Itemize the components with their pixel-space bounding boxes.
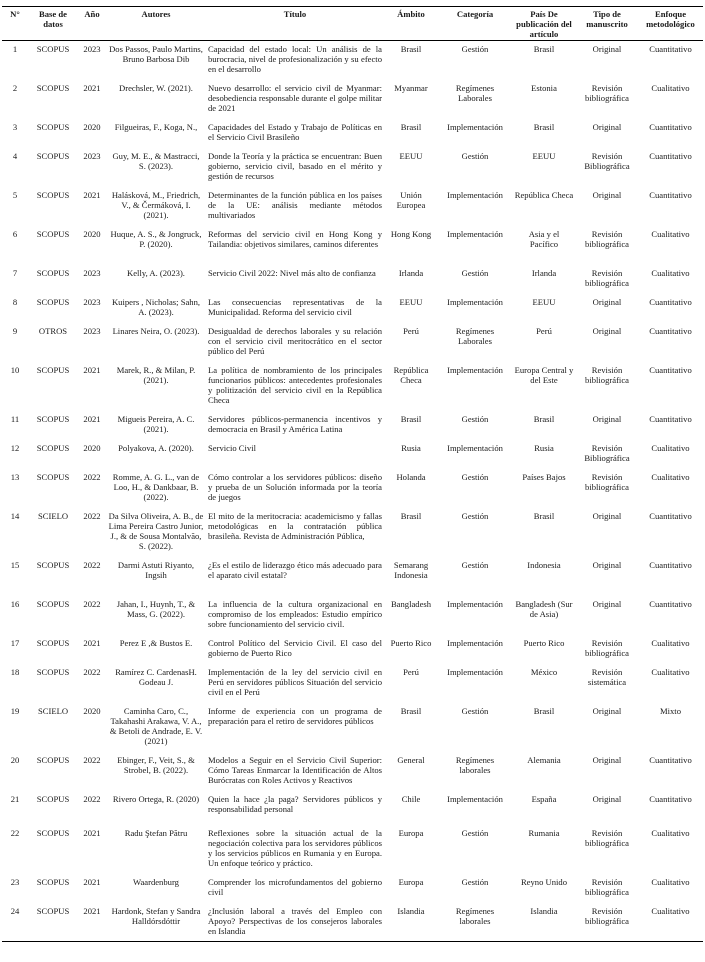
row-country: Islandia [530,905,558,916]
header-database: Base de datos [39,9,67,29]
row-title: Informe de experiencia con un programa de preparación para el retiro de servidores públicos [208,705,382,726]
row-database: SCOPUS [36,666,70,677]
row-manuscript-type: Original [592,510,622,521]
row-manuscript-type: Revisión bibliográfica [585,876,629,897]
row-number: 12 [10,442,20,453]
row-category: Implementación [447,121,503,132]
table-row [2,664,703,703]
row-approach: Cuantitativo [649,510,692,521]
row-approach: Cuantitativo [649,364,692,375]
row-year: 2022 [83,666,101,677]
row-authors: Romme, A. G. L., van de Loo, H., & Dankbaar, B. (2022). [112,471,200,502]
row-authors: Darmi Astuti Riyanto, Ingsih [117,559,195,580]
row-year: 2021 [83,876,101,887]
row-manuscript-type: Revisión bibliográfica [585,267,629,288]
row-database: SCOPUS [36,150,70,161]
header-category: Categoría [456,9,494,19]
row-approach: Mixto [659,705,681,716]
row-scope: Holanda [396,471,426,482]
row-number: 17 [10,637,20,648]
row-manuscript-type: Revisión bibliográfica [585,905,629,926]
row-manuscript-type: Revisión sistemática [587,666,627,687]
row-number: 19 [10,705,20,716]
row-year: 2023 [83,325,101,336]
row-authors: Ebinger, F., Veit, S., & Strobel, B. (2022). [117,754,195,775]
row-approach: Cuantitativo [649,150,692,161]
row-year: 2021 [83,827,101,838]
row-manuscript-type: Original [592,121,622,132]
row-approach: Cualitativo [651,471,690,482]
row-approach: Cuantitativo [649,325,692,336]
row-category: Implementación [447,793,503,804]
row-country: Brasil [533,44,555,54]
row-title: Capacidades del Estado y Trabajo de Políticas en el Servicio Civil Brasileño [208,121,382,142]
row-number: 20 [10,754,20,765]
row-number: 4 [12,150,18,161]
row-category: Regímenes Laborales [455,82,495,103]
row-year: 2020 [83,442,101,453]
row-authors: Filgueiras, F., Koga, N., [114,121,198,132]
row-scope: Rusia [401,442,421,453]
row-year: 2021 [83,189,101,200]
row-title: La influencia de la cultura organizacional en compromiso de los empleados: Estudio empírico sobre funcionamiento del servicio civil. [208,598,382,629]
row-category: Implementación [447,364,503,375]
row-year: 2023 [83,150,101,161]
row-country: EEUU [532,150,556,161]
row-authors: Kelly, A. (2023). [127,267,185,278]
row-manuscript-type: Original [592,754,622,765]
row-country: Asia y el Pacífico [528,228,560,249]
row-manuscript-type: Original [592,44,622,54]
row-title: Control Político del Servicio Civil. El caso del gobierno de Puerto Rico [208,637,382,658]
header-title: Título [283,9,307,19]
table-row [2,469,703,508]
row-country: Puerto Rico [523,637,565,648]
row-database: SCOPUS [36,793,70,804]
row-year: 2022 [83,559,101,570]
row-category: Implementación [447,666,503,677]
row-approach: Cualitativo [651,827,690,838]
row-country: México [530,666,558,677]
row-approach: Cuantitativo [649,121,692,132]
row-approach: Cualitativo [651,228,690,239]
row-year: 2023 [83,44,101,54]
header-authors: Autores [141,9,171,19]
row-manuscript-type: Original [592,413,622,424]
row-approach: Cualitativo [651,876,690,887]
row-number: 6 [12,228,18,239]
row-number: 22 [10,827,20,838]
row-approach: Cuantitativo [649,754,692,765]
row-authors: Hardonk, Stefan y Sandra Halldórsdóttir [111,905,201,926]
table-body [2,41,703,942]
row-manuscript-type: Original [592,793,622,804]
header-manuscript-type: Tipo de manuscrito [586,9,628,29]
row-number: 11 [10,413,20,424]
table-row [2,903,703,942]
articles-table [2,6,703,942]
row-scope: Chile [401,793,421,804]
row-scope: Unión Europea [396,189,426,210]
row-number: 1 [12,44,18,54]
table-row [2,440,703,469]
row-scope: General [397,754,425,765]
row-country: Europa Central y del Este [514,364,574,385]
row-authors: Huque, A. S., & Jongruck, P. (2020). [110,228,202,249]
row-title: ¿Inclusión laboral a través del Empleo con Apoyo? Perspectivas de los consejeros laborales en Islandia [208,905,382,936]
row-title: Implementación de la ley del servicio civil en Perú en servidores públicos Situación del servicio civil en el Perú [208,666,382,697]
header-row [2,7,703,41]
row-authors: Radu Ştefan Pătru [124,827,188,838]
row-country: Alemania [527,754,561,765]
row-authors: Jahan, I., Huynh, T., & Mass, G. (2022). [116,598,196,619]
row-manuscript-type: Original [592,598,622,609]
table-row [2,362,703,411]
row-authors: Linares Neira, O. (2023). [112,325,200,336]
row-number: 24 [10,905,20,916]
row-title: ¿Es el estilo de liderazgo ético más adecuado para el aparato civil estatal? [208,559,382,580]
row-category: Implementación [447,637,503,648]
table-row [2,411,703,440]
row-scope: República Checa [393,364,429,385]
row-database: SCIELO [37,510,69,521]
table-row [2,187,703,226]
row-title: Modelos a Seguir en el Servicio Civil Superior: Cómo Tareas Enmarcar la Identificación de Altos Burócratas con Roles Activos y Reactivos [208,754,382,785]
row-authors: Waardenburg [133,876,179,887]
row-title: La política de nombramiento de los principales funcionarios públicos: antecedentes profesionales y politización del servicio civil en la República Checa [208,364,382,405]
table-row [2,825,703,874]
row-year: 2022 [83,793,101,804]
row-country: Irlanda [531,267,557,278]
header-number: N° [10,9,20,19]
row-country: EEUU [532,296,556,307]
row-country: Reyno Unido [520,876,568,887]
header-country: País De publicación del artículo [516,9,572,39]
row-scope: Perú [403,666,419,677]
row-number: 13 [10,471,20,482]
row-year: 2021 [83,905,101,916]
row-number: 18 [10,666,20,677]
row-number: 2 [12,82,18,93]
row-database: SCOPUS [36,364,70,375]
row-category: Regímenes Laborales [455,325,495,346]
table-row [2,226,703,265]
row-category: Gestión [461,705,489,716]
row-database: SCOPUS [36,267,70,278]
header-year: Año [84,9,100,19]
row-database: SCOPUS [36,827,70,838]
row-country: Perú [536,325,552,336]
row-number: 3 [12,121,18,132]
row-title: Capacidad del estado local: Un análisis de la burocracia, nivel de profesionalización y su efecto en el desarrollo [208,44,382,74]
row-approach: Cuantitativo [649,296,692,307]
row-approach: Cualitativo [651,905,690,916]
row-year: 2022 [83,471,101,482]
table-row [2,703,703,752]
row-title: Servicio Civil 2022: Nivel más alto de confianza [208,267,376,278]
row-approach: Cuantitativo [649,44,692,54]
row-manuscript-type: Revisión Bibliográfica [584,150,630,171]
row-country: Brasil [533,705,555,716]
row-country: Brasil [533,510,555,521]
row-title: Reformas del servicio civil en Hong Kong y Tailandia: objetivos similares, caminos diferentes [208,228,382,249]
row-scope: Puerto Rico [390,637,432,648]
row-scope: EEUU [399,150,423,161]
table-row [2,874,703,903]
row-manuscript-type: Original [592,705,622,716]
row-category: Gestión [461,559,489,570]
row-authors: Polyakova, A. (2020). [118,442,194,453]
row-database: SCOPUS [36,442,70,453]
row-title: Cómo controlar a los servidores públicos: diseño y prueba de un Solución informada por la teoría de juegos [208,471,382,502]
row-database: SCOPUS [36,228,70,239]
row-country: República Checa [514,189,574,200]
row-database: SCOPUS [36,82,70,93]
header-scope: Ámbito [397,9,425,19]
row-category: Implementación [447,442,503,453]
row-approach: Cualitativo [651,637,690,648]
row-number: 7 [12,267,18,278]
row-year: 2022 [83,754,101,765]
row-scope: Bangladesh [390,598,432,609]
row-year: 2020 [83,705,101,716]
row-database: SCOPUS [36,876,70,887]
row-category: Gestión [461,471,489,482]
row-scope: Islandia [397,905,425,916]
table-row [2,265,703,294]
table-row [2,148,703,187]
row-country: España [531,793,557,804]
row-authors: Dos Passos, Paulo Martins, Bruno Barbosa Dib [109,44,203,64]
row-manuscript-type: Original [592,189,622,200]
row-country: Bangladesh (Sur de Asia) [515,598,573,619]
row-manuscript-type: Revisión bibliográfica [585,471,629,492]
row-category: Gestión [461,413,489,424]
row-year: 2020 [83,228,101,239]
row-authors: Perez E ,& Bustos E. [119,637,193,648]
row-country: Países Bajos [522,471,566,482]
row-authors: Da Silva Oliveira, A. B., de Lima Pereira Castro Junior, J., & de Sousa Montalvão, S. (2022). [108,510,204,551]
row-database: OTROS [38,325,68,336]
row-database: SCOPUS [36,754,70,765]
row-scope: Brasil [400,413,422,424]
row-number: 21 [10,793,20,804]
row-category: Gestión [461,267,489,278]
table-row [2,508,703,557]
row-number: 16 [10,598,20,609]
row-scope: Myanmar [394,82,428,93]
row-number: 8 [12,296,18,307]
row-scope: Europa [398,876,424,887]
row-approach: Cualitativo [651,666,690,677]
row-number: 14 [10,510,20,521]
row-approach: Cuantitativo [649,598,692,609]
row-database: SCOPUS [36,296,70,307]
row-database: SCOPUS [36,413,70,424]
row-title: Servidores públicos-permanencia incentivos y democracia en Brasil y América Latina [208,413,382,434]
row-authors: Rivero Ortega, R. (2020) [112,793,200,804]
row-database: SCIELO [37,705,69,716]
table-row [2,557,703,596]
row-manuscript-type: Revisión Bibliográfica [584,442,630,463]
row-category: Implementación [447,296,503,307]
row-country: Brasil [533,413,555,424]
row-year: 2022 [83,598,101,609]
row-manuscript-type: Original [592,559,622,570]
row-number: 15 [10,559,20,570]
row-scope: EEUU [399,296,423,307]
row-database: SCOPUS [36,189,70,200]
row-title: Quien la hace ¿la paga? Servidores públicos y responsabilidad personal [208,793,382,814]
row-scope: Europa [398,827,424,838]
row-scope: Irlanda [398,267,424,278]
row-year: 2021 [83,637,101,648]
table-row [2,791,703,825]
row-manuscript-type: Original [592,325,622,336]
row-authors: Marek, R., & Milan, P. (2021). [116,364,196,385]
row-category: Gestión [461,44,489,54]
row-manuscript-type: Revisión bibliográfica [585,228,629,249]
row-approach: Cuantitativo [649,559,692,570]
row-database: SCOPUS [36,44,70,54]
table-row [2,596,703,635]
row-number: 5 [12,189,18,200]
row-manuscript-type: Revisión bibliográfica [585,82,629,103]
row-approach: Cualitativo [651,82,690,93]
row-title: Las consecuencias representativas de la Municipalidad. Reforma del servicio civil [208,296,382,317]
row-database: SCOPUS [36,598,70,609]
row-manuscript-type: Original [592,296,622,307]
row-database: SCOPUS [36,121,70,132]
row-approach: Cuantitativo [649,793,692,804]
row-number: 9 [12,325,18,336]
row-database: SCOPUS [36,637,70,648]
row-authors: Halásková, M., Friedrich, V., & Čermáková, I. (2021). [111,189,201,220]
row-country: Rumania [528,827,560,838]
row-scope: Brasil [400,705,422,716]
row-number: 23 [10,876,20,887]
row-category: Gestión [461,827,489,838]
row-year: 2023 [83,267,101,278]
row-year: 2021 [83,364,101,375]
row-year: 2021 [83,413,101,424]
row-country: Indonesia [527,559,561,570]
row-title: El mito de la meritocracia: academicismo y fallas metodológicas en la contratación pública brasileña. Revista de Administración Pública, [208,510,382,541]
header-approach: Enfoque metodológico [646,9,695,29]
row-scope: Brasil [400,510,422,521]
table-row [2,119,703,148]
row-authors: Migueis Pereira, A. C. (2021). [117,413,195,434]
row-manuscript-type: Revisión bibliográfica [585,637,629,658]
table-row [2,294,703,323]
row-scope: Brasil [400,121,422,132]
row-title: Desigualdad de derechos laborales y su relación con el servicio civil meritocrático en el sector público del Perú [208,325,382,356]
table-row [2,752,703,791]
row-scope: Semarang Indonesia [393,559,429,580]
row-country: Rusia [534,442,554,453]
row-manuscript-type: Revisión bibliográfica [585,827,629,848]
row-authors: Kuipers , Nicholas; Sahn, A. (2023). [111,296,201,317]
row-title: Comprender los microfundamentos del gobierno civil [208,876,382,897]
row-authors: Drechsler, W. (2021). [119,82,193,93]
row-title: Nuevo desarrollo: el servicio civil de Myanmar: desobediencia responsable durante el golpe militar de 2021 [208,82,382,113]
table-row [2,41,703,80]
row-title: Donde la Teoría y la práctica se encuentran: Buen gobierno, servicio civil, basado en el mérito y gestión de recursos [208,150,382,181]
row-scope: Hong Kong [390,228,432,239]
row-country: Estonia [531,82,557,93]
row-manuscript-type: Revisión bibliográfica [585,364,629,385]
row-approach: Cuantitativo [649,189,692,200]
row-database: SCOPUS [36,905,70,916]
row-category: Gestión [461,150,489,161]
row-title: Servicio Civil [208,442,256,453]
row-database: SCOPUS [36,471,70,482]
row-year: 2022 [83,510,101,521]
row-category: Implementación [447,598,503,609]
row-scope: Perú [403,325,419,336]
row-approach: Cualitativo [651,267,690,278]
row-category: Implementación [447,189,503,200]
table-row [2,80,703,119]
row-category: Implementación [447,228,503,239]
row-year: 2021 [83,82,101,93]
row-category: Gestión [461,876,489,887]
row-category: Regímenes laborales [455,754,495,775]
row-scope: Brasil [400,44,422,54]
row-authors: Ramírez C. CardenasH. Godeau J. [115,666,197,687]
row-title: Determinantes de la función pública en los países de la UE: análisis mediante métodos multivariados [208,189,382,220]
table-row [2,635,703,664]
row-authors: Caminha Caro, C., Takahashi Arakawa, V. A., & Betoli de Andrade, E. V. (2021) [109,705,203,746]
table-row [2,323,703,362]
row-year: 2020 [83,121,101,132]
row-approach: Cualitativo [651,442,690,453]
row-number: 10 [10,364,20,375]
row-approach: Cuantitativo [649,413,692,424]
row-authors: Guy, M. E., & Mastracci, S. (2023). [112,150,200,171]
row-title: Reflexiones sobre la situación actual de la negociación colectiva para los servidores públicos y los servicios públicos en Rumania y en Europa. Un enfoque teórico y práctico. [208,827,382,868]
row-year: 2023 [83,296,101,307]
row-category: Gestión [461,510,489,521]
row-country: Brasil [533,121,555,132]
row-category: Regímenes laborales [455,905,495,926]
row-database: SCOPUS [36,559,70,570]
